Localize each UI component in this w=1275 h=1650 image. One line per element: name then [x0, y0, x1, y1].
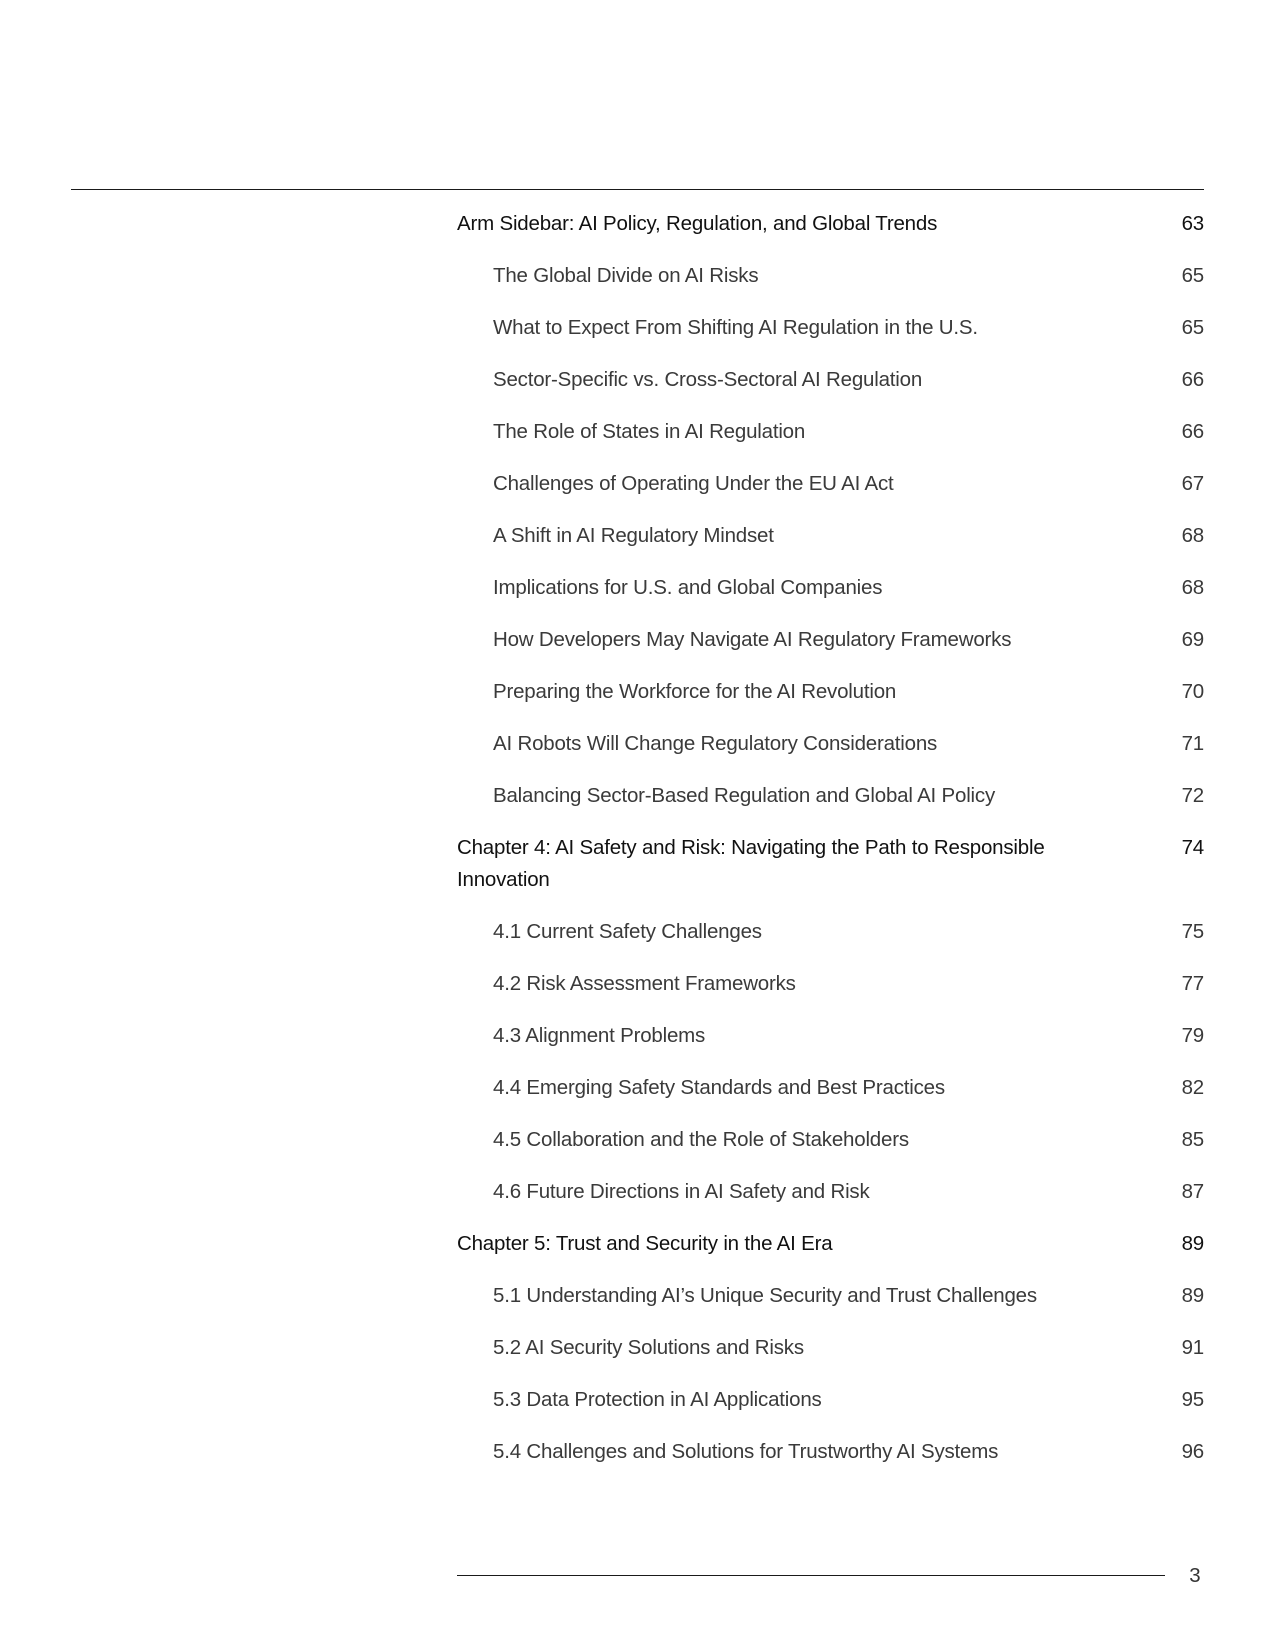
- toc-entry-title: 5.3 Data Protection in AI Applications: [493, 1388, 822, 1411]
- toc-section-entry[interactable]: [457, 1010, 1204, 1062]
- toc-entry-title: The Global Divide on AI Risks: [493, 264, 759, 287]
- toc-section-entry[interactable]: [457, 250, 1204, 302]
- toc-section-entry[interactable]: [457, 562, 1204, 614]
- toc-entry-page: 87: [1181, 1180, 1204, 1203]
- toc-entry-page: 89: [1181, 1284, 1204, 1307]
- toc-entry-page: 66: [1181, 420, 1204, 443]
- toc-section-entry[interactable]: [457, 1270, 1204, 1322]
- toc-entry-page: 95: [1181, 1388, 1204, 1411]
- toc-section-entry[interactable]: [457, 718, 1204, 770]
- toc-entry-page: 89: [1181, 1232, 1204, 1255]
- toc-entry-title: 5.2 AI Security Solutions and Risks: [493, 1336, 804, 1359]
- toc-entry-title: 4.1 Current Safety Challenges: [493, 920, 762, 943]
- toc-section-entry[interactable]: [457, 1426, 1204, 1478]
- toc-entry-title: 4.6 Future Directions in AI Safety and Risk: [493, 1180, 870, 1203]
- toc-section-entry[interactable]: [457, 1062, 1204, 1114]
- toc-entry-title: Chapter 5: Trust and Security in the AI Era: [457, 1232, 833, 1255]
- toc-section-entry[interactable]: [457, 302, 1204, 354]
- toc-entry-title: 4.3 Alignment Problems: [493, 1024, 706, 1047]
- toc-entry-title: Chapter 4: AI Safety and Risk: Navigating the Path to Responsible Innovation: [457, 836, 1045, 891]
- toc-entry-title: How Developers May Navigate AI Regulatory Frameworks: [493, 628, 1012, 651]
- toc-entry-page: 66: [1181, 368, 1204, 391]
- toc-section-entry[interactable]: [457, 666, 1204, 718]
- toc-entry-page: 68: [1181, 524, 1204, 547]
- toc-entry-page: 77: [1181, 972, 1204, 995]
- toc-entry-page: 74: [1181, 836, 1204, 859]
- toc-section-entry[interactable]: [457, 1166, 1204, 1218]
- toc-section-entry[interactable]: [457, 770, 1204, 822]
- toc-section-entry[interactable]: [457, 510, 1204, 562]
- toc-entry-page: 67: [1181, 472, 1204, 495]
- toc-entry-page: 75: [1181, 920, 1204, 943]
- toc-section-entry[interactable]: [457, 1114, 1204, 1166]
- toc-section-entry[interactable]: [457, 614, 1204, 666]
- toc-section-entry[interactable]: [457, 458, 1204, 510]
- toc-section-entry[interactable]: [457, 406, 1204, 458]
- toc-entry-title: 5.4 Challenges and Solutions for Trustworthy AI Systems: [493, 1440, 999, 1463]
- footer-divider: [457, 1575, 1165, 1576]
- toc-entry-title: 5.1 Understanding AI’s Unique Security and Trust Challenges: [493, 1284, 1037, 1307]
- toc-entry-page: 71: [1181, 732, 1204, 755]
- toc-entry-title: 4.4 Emerging Safety Standards and Best Practices: [493, 1076, 945, 1099]
- toc-entry-title: 4.5 Collaboration and the Role of Stakeholders: [493, 1128, 909, 1151]
- toc-chapter-entry[interactable]: [457, 822, 1204, 906]
- toc-entry-title: What to Expect From Shifting AI Regulation in the U.S.: [493, 316, 978, 339]
- toc-entry-title: 4.2 Risk Assessment Frameworks: [493, 972, 796, 995]
- toc-entry-title: Balancing Sector-Based Regulation and Global AI Policy: [493, 784, 996, 807]
- toc-entry-title: AI Robots Will Change Regulatory Considerations: [493, 732, 938, 755]
- top-divider: [71, 189, 1204, 190]
- table-of-contents: [457, 198, 1204, 1478]
- toc-entry-title: Preparing the Workforce for the AI Revolution: [493, 680, 897, 703]
- toc-section-entry[interactable]: [457, 958, 1204, 1010]
- toc-section-entry[interactable]: [457, 354, 1204, 406]
- toc-chapter-entry[interactable]: [457, 1218, 1204, 1270]
- toc-entry-page: 72: [1181, 784, 1204, 807]
- toc-entry-title: Sector-Specific vs. Cross-Sectoral AI Regulation: [493, 368, 923, 391]
- toc-section-entry[interactable]: [457, 1322, 1204, 1374]
- toc-entry-title: Arm Sidebar: AI Policy, Regulation, and Global Trends: [457, 212, 938, 235]
- toc-entry-page: 65: [1181, 316, 1204, 339]
- toc-entry-page: 69: [1181, 628, 1204, 651]
- toc-entry-page: 65: [1181, 264, 1204, 287]
- toc-entry-page: 70: [1181, 680, 1204, 703]
- toc-section-entry[interactable]: [457, 1374, 1204, 1426]
- toc-entry-page: 79: [1181, 1024, 1204, 1047]
- toc-entry-title: Challenges of Operating Under the EU AI Act: [493, 472, 894, 495]
- toc-entry-page: 63: [1181, 212, 1204, 235]
- toc-entry-page: 96: [1181, 1440, 1204, 1463]
- page-number: 3: [1189, 1564, 1201, 1587]
- toc-entry-page: 91: [1181, 1336, 1204, 1359]
- toc-entry-title: The Role of States in AI Regulation: [493, 420, 806, 443]
- toc-chapter-entry[interactable]: [457, 198, 1204, 250]
- toc-entry-title: A Shift in AI Regulatory Mindset: [493, 524, 774, 547]
- toc-entry-page: 82: [1181, 1076, 1204, 1099]
- toc-entry-page: 68: [1181, 576, 1204, 599]
- toc-entry-title: Implications for U.S. and Global Companies: [493, 576, 883, 599]
- toc-section-entry[interactable]: [457, 906, 1204, 958]
- toc-entry-page: 85: [1181, 1128, 1204, 1151]
